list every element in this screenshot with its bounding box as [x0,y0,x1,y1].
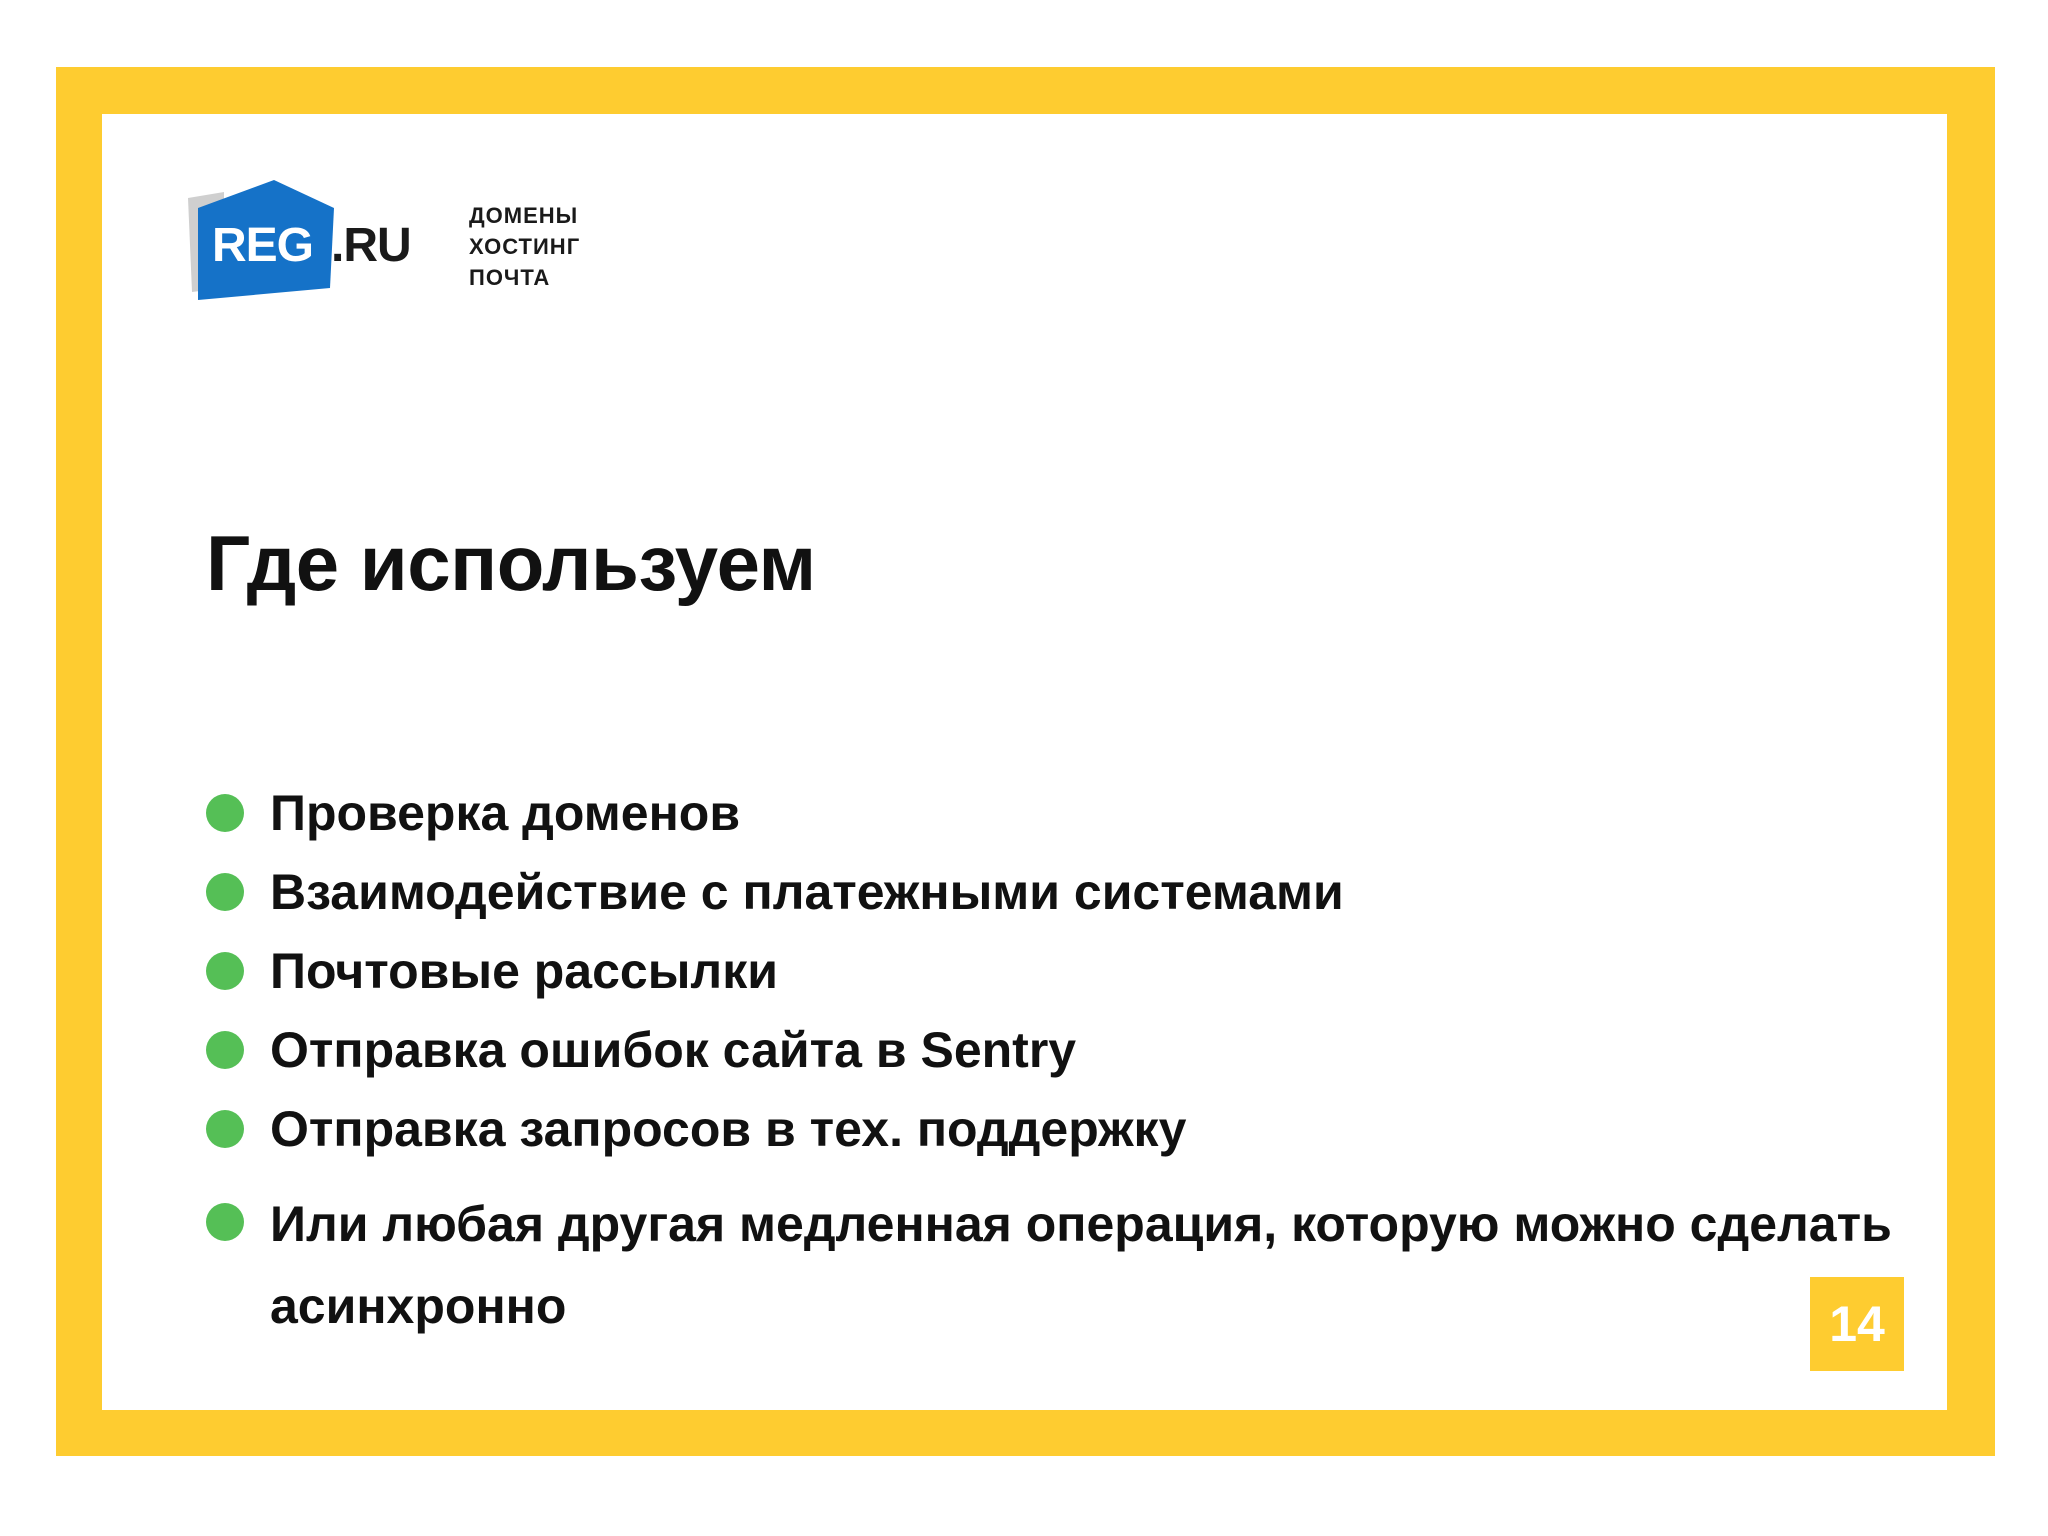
bullet-text: Отправка ошибок сайта в Sentry [270,1022,1077,1078]
logo-tagline-domains: ДОМЕНЫ [469,203,579,228]
slide-frame [56,67,1995,1456]
logo-brand-main: REG [212,219,314,272]
logo-tagline-mail: ПОЧТА [469,265,551,290]
bullet-item [206,853,1906,932]
bullet-dot-icon [206,873,244,911]
bullet-dot-icon [206,794,244,832]
bullet-dot-icon [206,952,244,990]
bullet-text: Взаимодействие с платежными системами [270,864,1344,920]
bullet-text: Или любая другая медленная операция, которую можно сделать асинхронно [270,1196,1892,1334]
slide-content [102,114,1947,1410]
bullet-list [206,774,1906,1347]
bullet-item [206,774,1906,853]
slide-title: Где используем [206,519,816,607]
bullet-dot-icon [206,1031,244,1069]
page-number-badge: 14 [1810,1277,1904,1371]
bullet-item [206,1183,1906,1347]
bullet-item [206,1090,1906,1169]
bullet-text: Отправка запросов в тех. поддержку [270,1101,1187,1157]
bullet-dot-icon [206,1110,244,1148]
bullet-text: Почтовые рассылки [270,943,778,999]
logo-brand-suffix: .RU [331,219,411,272]
bullet-dot-icon [206,1203,244,1241]
bullet-text: Проверка доменов [270,785,741,841]
logo-taglines [469,200,580,293]
bullet-item [206,932,1906,1011]
bullet-item [206,1011,1906,1090]
logo-tagline-hosting: ХОСТИНГ [469,234,581,259]
reg-ru-logo [184,180,604,306]
